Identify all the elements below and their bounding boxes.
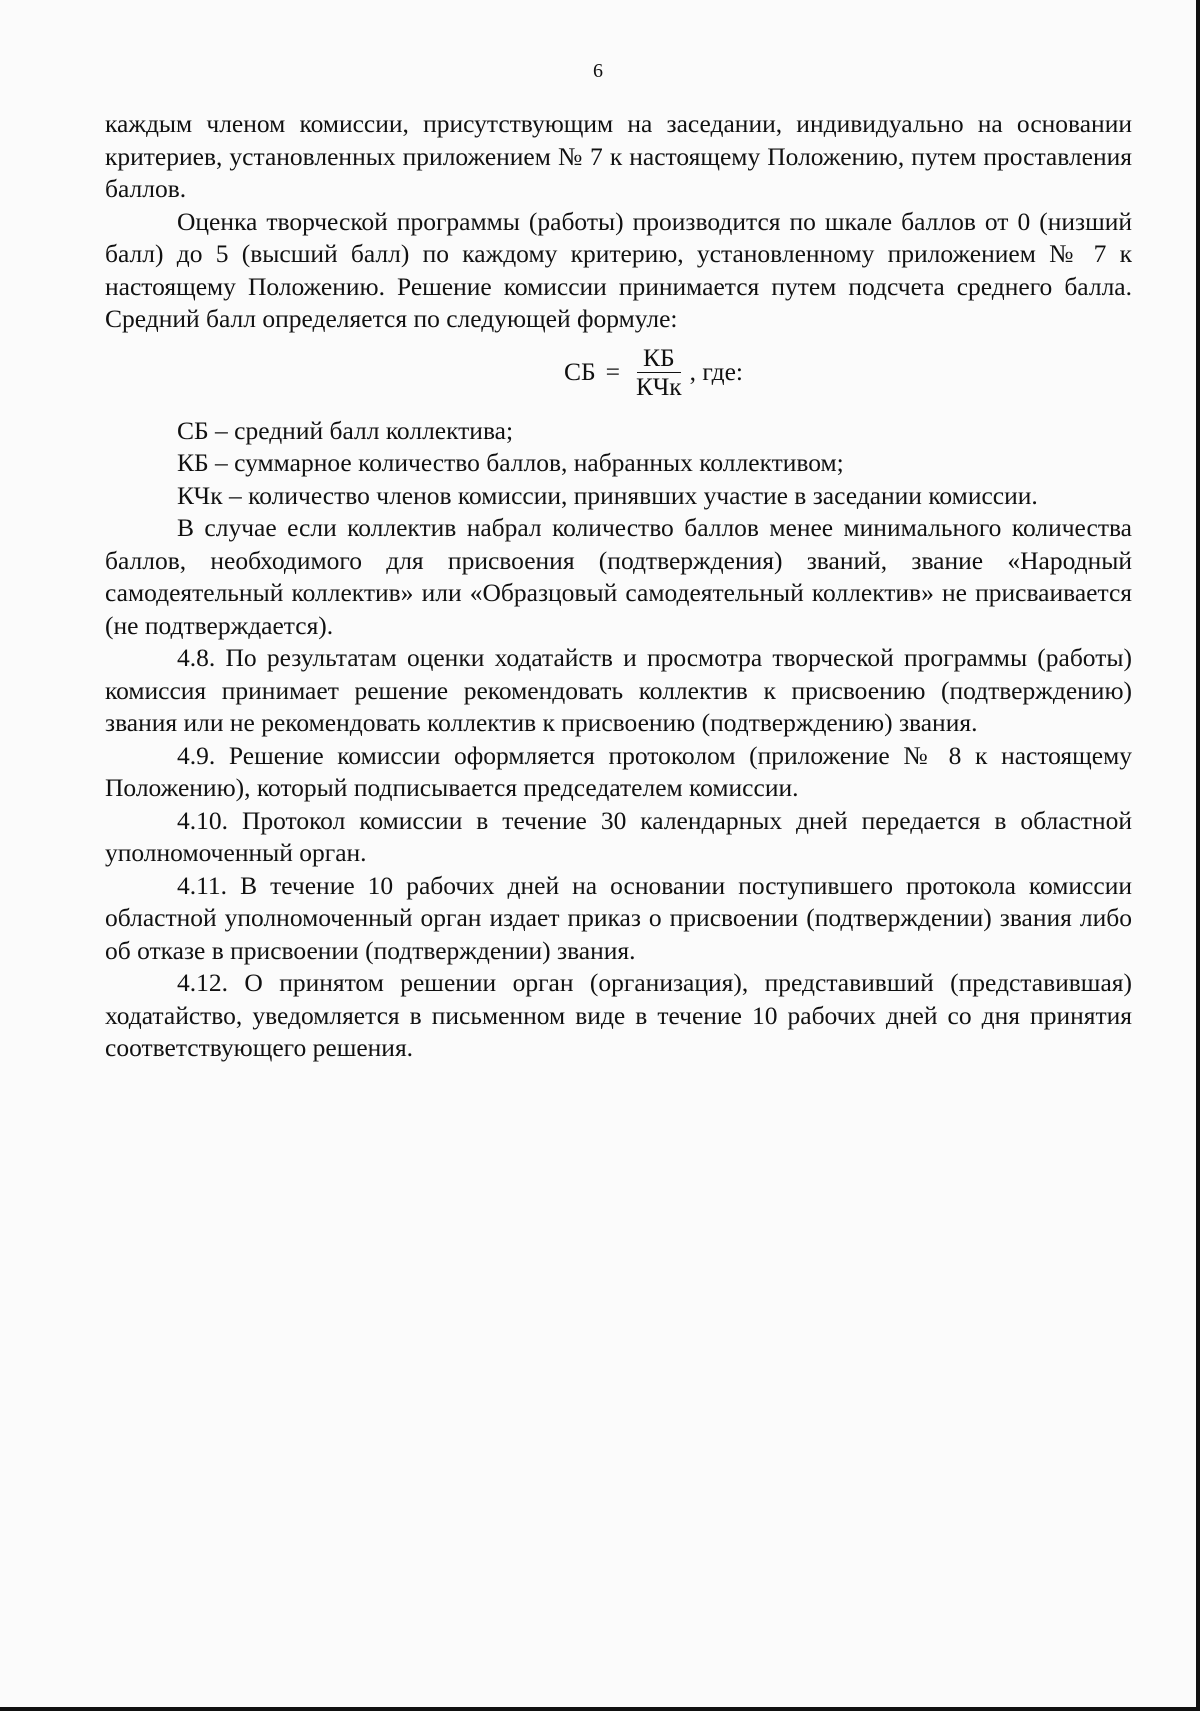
formula-numerator: КБ — [637, 344, 681, 373]
page-number: 6 — [593, 60, 603, 82]
definition-kchk: КЧк – количество членов комиссии, принявших участие в заседании комиссии. — [177, 480, 1038, 510]
formula-denominator: КЧк — [636, 372, 682, 401]
document-body — [105, 108, 1132, 1065]
formula-fraction — [630, 344, 688, 401]
paragraph-4-12: 4.12. О принятом решении орган (организация), представивший (представившая) ходатайство, уведомляется в письменном виде в течение 10 рабочих дней со дня принятия соответствующего решения. — [105, 968, 1132, 1062]
paragraph-4-10: 4.10. Протокол комиссии в течение 30 календарных дней передается в областной уполномоченный орган. — [105, 805, 1132, 867]
definition-kb: КБ – суммарное количество баллов, набранных коллективом; — [177, 448, 844, 477]
paragraph-4-8: 4.8. По результатам оценки ходатайств и просмотра творческой программы (работы) комиссия принимает решение рекомендовать коллектив к присвоению (подтверждению) звания или не рекомендовать коллектив к присвоению (подтверждению) звания. — [105, 643, 1132, 737]
formula-definitions — [105, 415, 1132, 513]
paragraph-4-11: 4.11. В течение 10 рабочих дней на основании поступившего протокола комиссии областной уполномоченный орган издает приказ о присвоении (подтверждении) звания либо об отказе в присвоении (подтверждении) звания. — [105, 870, 1132, 965]
paragraph-4-9: 4.9. Решение комиссии оформляется протоколом (приложение № 8 к настоящему Положению), который подписывается председателем комиссии. — [105, 740, 1132, 802]
paragraph-continuation: каждым членом комиссии, присутствующим на заседании, индивидуально на основании критериев, установленных приложением № 7 к настоящему Положению, путем проставления баллов. — [105, 109, 1132, 203]
formula-tail: , где: — [689, 357, 743, 387]
paragraph-evaluation-scale: Оценка творческой программы (работы) производится по шкале баллов от 0 (низший балл) до 5 (высший балл) по каждому критерию, установленному приложением № 7 к настоящему Положению. Решение комиссии принимается путем подсчета среднего балла. Средний балл определяется по следующей формуле: — [105, 206, 1132, 333]
formula-lhs: СБ — [563, 357, 596, 387]
formula-equals: = — [605, 357, 621, 387]
definition-sb: СБ – средний балл коллектива; — [177, 415, 514, 445]
paragraph-minimum-score: В случае если коллектив набрал количество баллов менее минимального количества баллов, необходимого для присвоения (подтверждения) званий, звание «Народный самодеятельный коллектив» или «Образцовый самодеятельный коллектив» не присваивается (не подтверждается). — [105, 513, 1132, 640]
average-score-formula — [175, 343, 1132, 403]
